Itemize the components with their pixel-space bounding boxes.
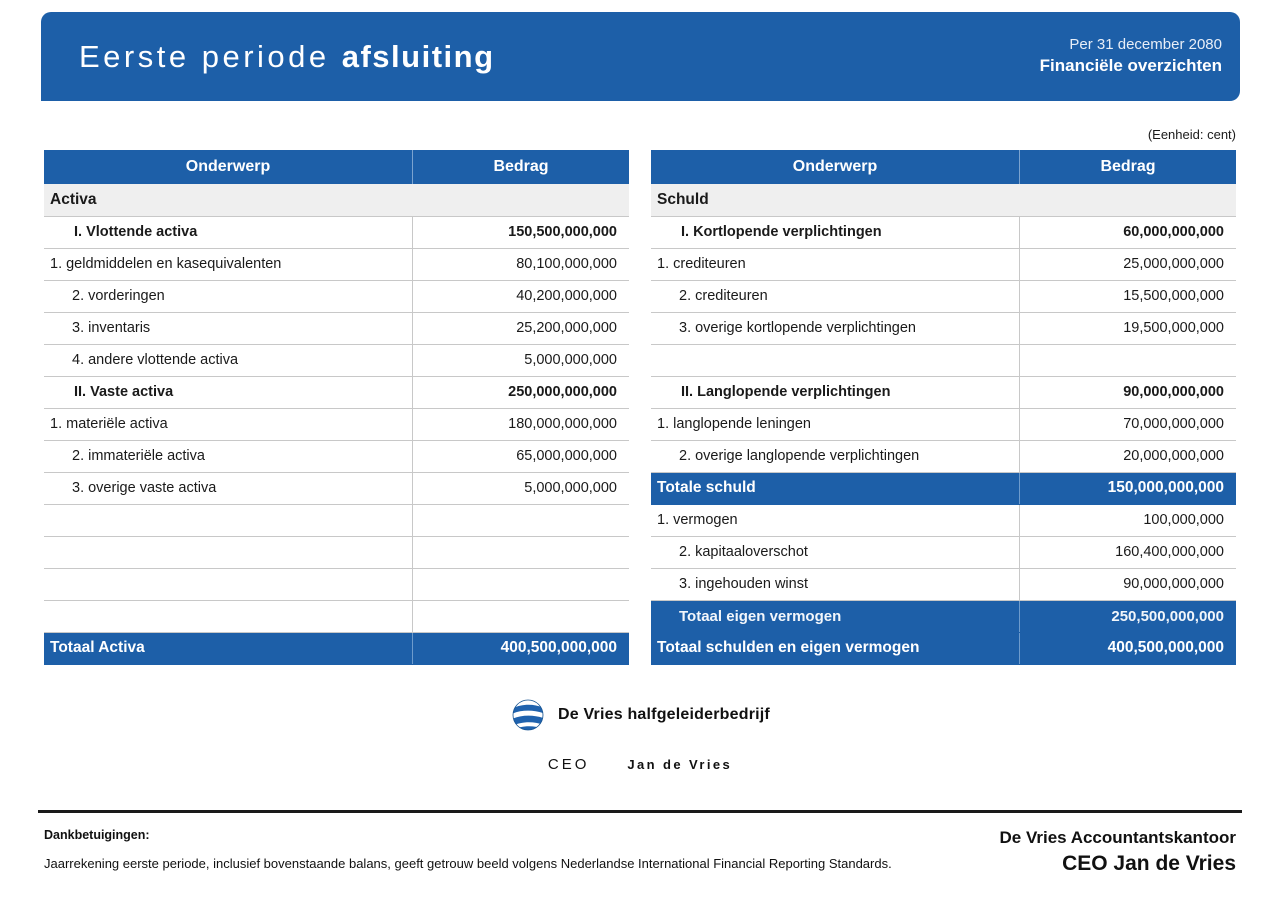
table-row-spacer — [44, 600, 629, 632]
row-amount: 90,000,000,000 — [1020, 376, 1236, 408]
liabilities-table-wrapper — [651, 150, 1236, 665]
signatory-name: Jan de Vries — [627, 757, 733, 772]
row-amount: 150,500,000,000 — [413, 216, 629, 248]
table-row-total — [651, 472, 1236, 504]
row-label: 1. vermogen — [651, 504, 1020, 536]
row-label: I. Vlottende activa — [44, 216, 413, 248]
row-label: 2. crediteuren — [651, 280, 1020, 312]
row-label: 2. vorderingen — [44, 280, 413, 312]
signature-block — [0, 697, 1280, 773]
table-row-spacer — [44, 568, 629, 600]
row-amount: 160,400,000,000 — [1020, 536, 1236, 568]
table-row — [44, 280, 629, 312]
row-amount: 250,500,000,000 — [1020, 600, 1236, 632]
liabilities-table — [651, 150, 1236, 665]
page-title-bold: afsluiting — [341, 38, 495, 74]
row-amount: 15,500,000,000 — [1020, 280, 1236, 312]
header-meta — [1040, 35, 1222, 78]
header-subtitle: Financiële overzichten — [1039, 56, 1222, 76]
row-amount: 180,000,000,000 — [413, 408, 629, 440]
row-label: 2. immateriële activa — [44, 440, 413, 472]
signatory-line — [0, 756, 1280, 773]
row-amount — [1020, 344, 1236, 376]
table-header-row — [44, 150, 629, 184]
assets-table-wrapper — [44, 150, 629, 665]
row-amount: 100,000,000 — [1020, 504, 1236, 536]
table-row-total — [651, 600, 1236, 632]
page-title — [79, 39, 495, 75]
row-amount — [413, 504, 629, 536]
unit-note: (Eenheid: cent) — [1147, 127, 1236, 142]
row-amount: 90,000,000,000 — [1020, 568, 1236, 600]
row-amount: 5,000,000,000 — [413, 344, 629, 376]
row-label: 1. crediteuren — [651, 248, 1020, 280]
auditor-block — [1000, 822, 1237, 876]
page-title-light: Eerste periode — [79, 38, 342, 74]
row-amount: 400,500,000,000 — [413, 632, 629, 664]
column-header-amount: Bedrag — [1020, 150, 1236, 184]
header-date: Per 31 december 2080 — [1069, 35, 1222, 53]
table-section-label: Schuld — [651, 184, 1236, 216]
row-amount: 65,000,000,000 — [413, 440, 629, 472]
table-row-total — [651, 632, 1236, 664]
row-amount: 20,000,000,000 — [1020, 440, 1236, 472]
row-label: II. Vaste activa — [44, 376, 413, 408]
table-row — [651, 440, 1236, 472]
table-row-spacer — [651, 344, 1236, 376]
row-amount: 25,000,000,000 — [1020, 248, 1236, 280]
table-row-spacer — [44, 504, 629, 536]
row-label: Totaal eigen vermogen — [651, 600, 1020, 632]
row-amount: 60,000,000,000 — [1020, 216, 1236, 248]
acknowledgement-title: Dankbetuigingen: — [44, 828, 150, 842]
table-row — [44, 312, 629, 344]
row-label: 1. geldmiddelen en kasequivalenten — [44, 248, 413, 280]
footer — [0, 822, 1280, 876]
table-row — [651, 248, 1236, 280]
company-name: De Vries halfgeleiderbedrijf — [558, 706, 770, 723]
row-label: 2. kapitaaloverschot — [651, 536, 1020, 568]
auditor-ceo: CEO Jan de Vries — [1062, 852, 1236, 875]
header-banner — [41, 12, 1240, 101]
row-amount: 5,000,000,000 — [413, 472, 629, 504]
table-row — [44, 440, 629, 472]
row-label: Totale schuld — [651, 472, 1020, 504]
row-label — [44, 568, 413, 600]
row-label: 3. overige vaste activa — [44, 472, 413, 504]
row-label: 2. overige langlopende verplichtingen — [651, 440, 1020, 472]
row-label: I. Kortlopende verplichtingen — [651, 216, 1020, 248]
table-row — [44, 376, 629, 408]
table-section-row — [44, 184, 629, 216]
globe-logo-icon — [510, 697, 546, 733]
row-amount: 70,000,000,000 — [1020, 408, 1236, 440]
liabilities-table-body — [651, 184, 1236, 664]
table-row — [651, 504, 1236, 536]
row-label: 1. materiële activa — [44, 408, 413, 440]
row-amount — [413, 600, 629, 632]
row-label: II. Langlopende verplichtingen — [651, 376, 1020, 408]
table-header-row — [651, 150, 1236, 184]
table-row — [44, 344, 629, 376]
row-amount: 40,200,000,000 — [413, 280, 629, 312]
row-label: 4. andere vlottende activa — [44, 344, 413, 376]
column-header-subject: Onderwerp — [44, 150, 413, 184]
row-amount: 250,000,000,000 — [413, 376, 629, 408]
row-amount — [413, 536, 629, 568]
column-header-subject: Onderwerp — [651, 150, 1020, 184]
row-label: 3. inventaris — [44, 312, 413, 344]
row-label: 3. ingehouden winst — [651, 568, 1020, 600]
row-label: 1. langlopende leningen — [651, 408, 1020, 440]
balance-sheet-tables — [0, 150, 1280, 665]
footer-divider — [38, 810, 1242, 813]
row-label — [44, 536, 413, 568]
row-amount — [413, 568, 629, 600]
company-signature-line — [510, 697, 770, 733]
acknowledgement-body: Jaarrekening eerste periode, inclusief bovenstaande balans, geeft getrouw beeld volgens Nederlandse International Financial Reporting Standards. — [44, 856, 892, 871]
assets-table-body — [44, 184, 629, 664]
row-amount: 150,000,000,000 — [1020, 472, 1236, 504]
table-row-total — [44, 632, 629, 664]
column-header-amount: Bedrag — [413, 150, 629, 184]
table-row — [651, 312, 1236, 344]
table-row — [651, 536, 1236, 568]
row-label — [651, 344, 1020, 376]
table-section-row — [651, 184, 1236, 216]
row-amount: 80,100,000,000 — [413, 248, 629, 280]
row-label: Totaal Activa — [44, 632, 413, 664]
table-row — [651, 280, 1236, 312]
table-row — [651, 568, 1236, 600]
table-row — [44, 472, 629, 504]
auditor-firm: De Vries Accountantskantoor — [999, 828, 1236, 847]
table-row — [651, 376, 1236, 408]
signatory-role: CEO — [547, 756, 590, 773]
table-section-label: Activa — [44, 184, 629, 216]
row-label: Totaal schulden en eigen vermogen — [651, 632, 1020, 664]
acknowledgement-block — [44, 822, 892, 871]
row-amount: 25,200,000,000 — [413, 312, 629, 344]
row-label — [44, 600, 413, 632]
table-row-spacer — [44, 536, 629, 568]
table-row — [651, 216, 1236, 248]
table-row — [651, 408, 1236, 440]
table-row — [44, 216, 629, 248]
table-row — [44, 408, 629, 440]
row-label — [44, 504, 413, 536]
row-amount: 400,500,000,000 — [1020, 632, 1236, 664]
table-row — [44, 248, 629, 280]
assets-table — [44, 150, 629, 665]
row-label: 3. overige kortlopende verplichtingen — [651, 312, 1020, 344]
row-amount: 19,500,000,000 — [1020, 312, 1236, 344]
